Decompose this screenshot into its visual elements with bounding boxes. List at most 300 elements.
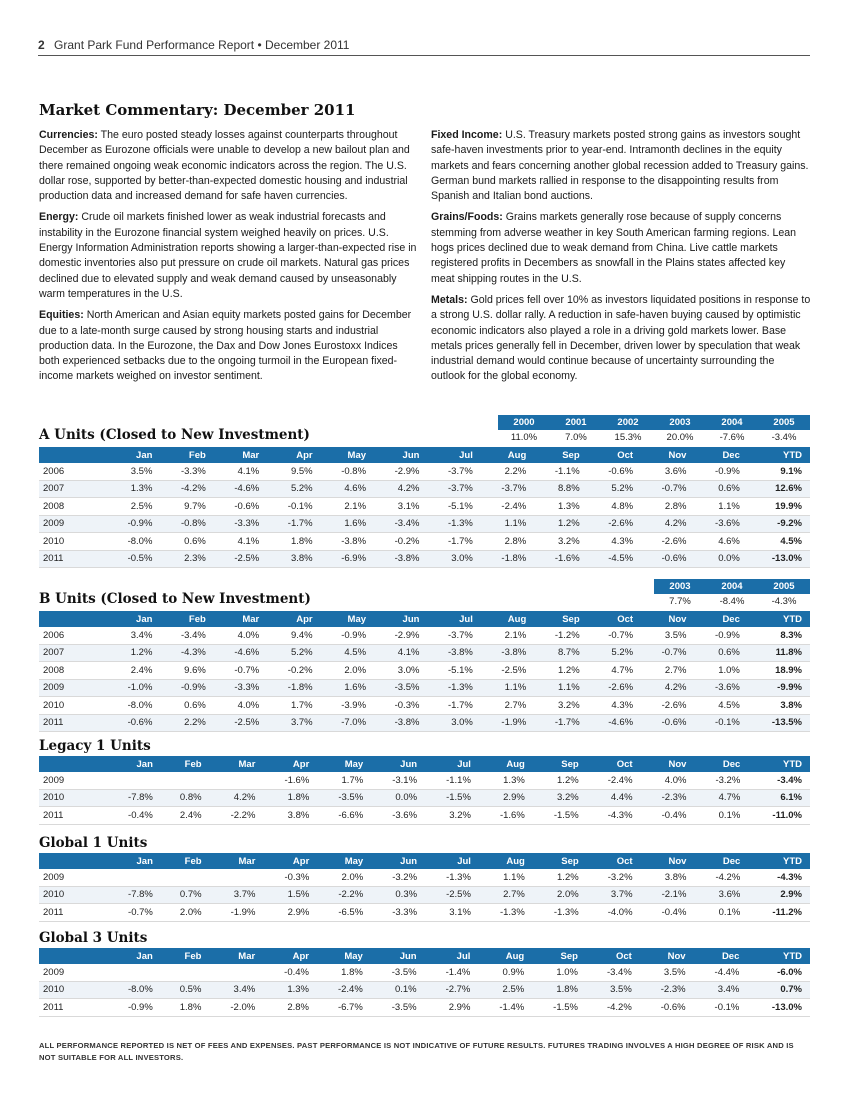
table-cell: 1.1% — [481, 679, 534, 697]
column-header: Nov — [641, 447, 694, 463]
paragraph-text: North American and Asian equity markets posted gains for December due to a late-month surge caused by strong housing starts and industrial production data. In the Eurozone, the Dax and Dow Jones Eurostoxx Indices both experienced setbacks due to the ongoing turmoil in the European fixed-income markets weighed on investor sentiment. — [39, 309, 412, 383]
table-cell — [161, 869, 210, 886]
column-header: Sep — [534, 611, 587, 627]
year-cell: 2011 — [39, 807, 107, 825]
table-cell: -4.3% — [160, 644, 213, 662]
table-cell: 2.9% — [425, 999, 479, 1017]
year-cell: 2010 — [39, 697, 107, 715]
annual-value: 7.7% — [669, 596, 691, 607]
annual-value: -4.3% — [771, 596, 797, 607]
table-row — [39, 515, 810, 533]
table-cell: -1.5% — [532, 999, 586, 1017]
column-header: Nov — [640, 948, 694, 964]
table-cell: 3.6% — [694, 886, 748, 904]
column-header: Dec — [694, 756, 748, 772]
table-cell: -0.4% — [107, 807, 161, 825]
table-cell: 3.2% — [534, 533, 587, 551]
annual-year: 2003 — [654, 579, 706, 594]
table-cell: -4.4% — [694, 964, 748, 981]
table-cell: 1.3% — [263, 981, 317, 999]
table-cell: -7.0% — [321, 714, 374, 732]
ytd-cell: -11.0% — [748, 807, 810, 825]
column-header: Oct — [587, 853, 641, 869]
table-title: Global 3 Units — [39, 930, 148, 946]
table-cell: 5.2% — [588, 480, 641, 498]
paragraph-heading: Fixed Income: — [431, 129, 503, 141]
column-header: Aug — [479, 853, 533, 869]
table-cell: 0.6% — [160, 533, 213, 551]
column-header — [39, 447, 107, 463]
table-row — [39, 981, 810, 999]
table-cell: -4.6% — [588, 714, 641, 732]
year-cell: 2006 — [39, 463, 107, 480]
year-cell: 2010 — [39, 981, 107, 999]
year-cell: 2011 — [39, 714, 107, 732]
table-cell: 9.4% — [267, 627, 320, 644]
table-cell: -1.0% — [107, 679, 160, 697]
annual-value: -3.4% — [771, 432, 797, 443]
table-cell: 1.2% — [533, 869, 587, 886]
table-cell: 1.5% — [263, 886, 317, 904]
column-header: Jan — [107, 948, 161, 964]
table-cell: 1.3% — [479, 772, 533, 789]
table-cell: -1.5% — [533, 807, 587, 825]
table-cell: 2.0% — [161, 904, 210, 922]
table-cell: -1.7% — [267, 515, 320, 533]
column-header: Apr — [267, 447, 320, 463]
table-cell: 1.2% — [534, 662, 587, 680]
table-cell: -2.1% — [641, 886, 695, 904]
table-cell: -3.8% — [321, 533, 374, 551]
table-cell: -3.5% — [374, 679, 427, 697]
year-cell: 2011 — [39, 999, 107, 1017]
table-cell: 2.2% — [481, 463, 534, 480]
year-cell: 2009 — [39, 772, 107, 789]
column-header: Nov — [641, 611, 694, 627]
table-cell: 9.7% — [160, 498, 213, 516]
annual-value: 7.0% — [565, 432, 587, 443]
table-cell: -1.3% — [425, 869, 479, 886]
column-header: Jul — [427, 447, 480, 463]
column-header: YTD — [748, 756, 810, 772]
table-cell: 1.8% — [263, 789, 317, 807]
column-header: YTD — [748, 447, 810, 463]
table-cell: 5.2% — [267, 480, 320, 498]
table-cell: -2.6% — [588, 515, 641, 533]
table-cell: -4.3% — [587, 807, 641, 825]
table-cell: -0.9% — [160, 679, 213, 697]
table-cell: 2.0% — [533, 886, 587, 904]
table-cell: -2.7% — [425, 981, 479, 999]
year-cell: 2010 — [39, 886, 107, 904]
table-cell: -0.8% — [321, 463, 374, 480]
table-cell: 3.7% — [210, 886, 264, 904]
table-cell: 1.1% — [694, 498, 747, 516]
table-cell: -1.8% — [481, 550, 534, 568]
table-cell: 3.5% — [641, 627, 694, 644]
report-title: Grant Park Fund Performance Report • December 2011 — [54, 38, 350, 52]
column-header: Oct — [588, 611, 641, 627]
table-cell: -3.2% — [694, 772, 748, 789]
table-cell: 1.1% — [534, 679, 587, 697]
column-header: Mar — [214, 611, 267, 627]
column-header: Jun — [371, 948, 425, 964]
table-cell: -1.9% — [481, 714, 534, 732]
year-cell: 2010 — [39, 533, 107, 551]
annual-year: 2001 — [550, 415, 602, 430]
ytd-cell: -13.0% — [748, 550, 810, 568]
paragraph-heading: Metals: — [431, 293, 468, 306]
ytd-cell: -9.2% — [748, 515, 810, 533]
table-cell: 1.2% — [533, 772, 587, 789]
table-cell: 1.8% — [532, 981, 586, 999]
table-cell: 1.8% — [317, 964, 371, 981]
column-header: Mar — [210, 756, 264, 772]
paragraph-text: Crude oil markets finished lower as weak industrial forecasts and instability in the Eurozone financial system weighed heavily on prices. U.S. Energy Information Administration reports showing a larger-than-expected rise in domestic inventories also put pressure on crude oil markets. Natural gas prices declined due to elevated supply and weak demand caused by unseasonably warm temperatures in the U.S. — [39, 211, 417, 300]
table-cell: -3.8% — [374, 550, 427, 568]
ytd-cell: 12.6% — [748, 480, 810, 498]
table-cell: -0.7% — [107, 904, 161, 922]
table-row — [39, 550, 810, 568]
table-cell — [161, 964, 210, 981]
column-header: Apr — [267, 611, 320, 627]
column-header — [39, 611, 107, 627]
column-header: May — [321, 611, 374, 627]
table-cell: 2.5% — [107, 498, 160, 516]
table-cell: 3.6% — [641, 463, 694, 480]
table-cell: -2.6% — [641, 533, 694, 551]
column-header: Jul — [425, 756, 479, 772]
year-cell: 2009 — [39, 679, 107, 697]
table-cell: -0.7% — [588, 627, 641, 644]
column-header: Feb — [161, 853, 210, 869]
table-cell: -6.6% — [317, 807, 371, 825]
table-cell: 4.2% — [374, 480, 427, 498]
column-header: Oct — [588, 447, 641, 463]
table-cell: 4.0% — [641, 772, 695, 789]
monthly-returns-table — [39, 853, 810, 922]
ytd-cell: -11.2% — [748, 904, 810, 922]
table-row — [39, 999, 810, 1017]
ytd-cell: -3.4% — [748, 772, 810, 789]
table-cell: -3.5% — [371, 999, 425, 1017]
column-header: Mar — [209, 948, 263, 964]
table-cell: -2.0% — [209, 999, 263, 1017]
column-header: Aug — [479, 756, 533, 772]
monthly-returns-table — [39, 948, 810, 1017]
table-cell: 0.1% — [371, 981, 425, 999]
table-cell: -6.5% — [317, 904, 371, 922]
table-cell: 2.7% — [479, 886, 533, 904]
table-cell: -2.5% — [425, 886, 479, 904]
ytd-cell: -13.0% — [747, 999, 810, 1017]
page-number: 2 — [38, 38, 45, 52]
year-cell: 2008 — [39, 662, 107, 680]
table-cell: 1.6% — [321, 679, 374, 697]
table-cell: 2.2% — [160, 714, 213, 732]
table-cell: -1.6% — [534, 550, 587, 568]
table-cell: -3.6% — [694, 679, 747, 697]
table-cell: -0.2% — [267, 662, 320, 680]
commentary-paragraph — [39, 210, 419, 302]
ytd-cell: 11.8% — [748, 644, 810, 662]
table-cell: -1.6% — [263, 772, 317, 789]
table-cell: 0.7% — [161, 886, 210, 904]
column-header: Jul — [425, 853, 479, 869]
ytd-cell: 8.3% — [748, 627, 810, 644]
table-cell: -1.4% — [425, 964, 479, 981]
table-cell — [209, 964, 263, 981]
column-header: May — [317, 948, 371, 964]
table-cell: 3.1% — [374, 498, 427, 516]
table-cell — [210, 772, 264, 789]
table-cell: -3.4% — [586, 964, 640, 981]
table-cell: -1.3% — [533, 904, 587, 922]
column-header: Mar — [210, 853, 264, 869]
column-header: Sep — [533, 756, 587, 772]
table-cell: 4.6% — [321, 480, 374, 498]
table-title: Global 1 Units — [39, 835, 148, 851]
table-title: B Units (Closed to New Investment) — [39, 591, 311, 607]
table-cell: 1.7% — [317, 772, 371, 789]
column-header: Dec — [694, 611, 747, 627]
annual-year: 2004 — [706, 579, 758, 594]
year-cell: 2009 — [39, 515, 107, 533]
table-cell: 3.2% — [425, 807, 479, 825]
table-cell: -3.1% — [371, 772, 425, 789]
table-cell: 4.6% — [694, 533, 747, 551]
table-cell: -2.5% — [481, 662, 534, 680]
table-cell: 4.4% — [587, 789, 641, 807]
table-cell: -3.9% — [321, 697, 374, 715]
column-header: Oct — [586, 948, 640, 964]
table-cell: -0.9% — [694, 463, 747, 480]
table-cell: 8.8% — [534, 480, 587, 498]
table-cell: -0.9% — [107, 999, 161, 1017]
table-cell: 3.8% — [263, 807, 317, 825]
table-cell: 3.5% — [640, 964, 694, 981]
column-header: Sep — [533, 853, 587, 869]
monthly-returns-table — [39, 611, 810, 732]
year-cell: 2010 — [39, 789, 107, 807]
paragraph-text: Gold prices fell over 10% as investors liquidated positions in response to a strong U.S. dollar rally. A reduction in safe-haven buying caused by optimistic economic indicators also played a role in a driving gold markets lower. Base metals prices generally fell in December, driven lower by speculation that weak industrial demand would continue because of uncertainty surrounding the outlook for the global economy. — [431, 293, 811, 383]
ytd-cell: 4.5% — [748, 533, 810, 551]
year-cell: 2006 — [39, 627, 107, 644]
table-cell: 3.0% — [374, 662, 427, 680]
table-cell: 4.1% — [214, 463, 267, 480]
table-cell: -1.4% — [478, 999, 532, 1017]
table-cell: -4.5% — [588, 550, 641, 568]
table-cell: 3.4% — [107, 627, 160, 644]
commentary-right-column — [431, 128, 811, 391]
table-cell: 2.4% — [161, 807, 210, 825]
table-cell: -0.3% — [263, 869, 317, 886]
table-row — [39, 679, 810, 697]
commentary-paragraph — [431, 293, 811, 385]
table-cell: -0.7% — [214, 662, 267, 680]
table-cell: 0.8% — [161, 789, 210, 807]
column-header: May — [321, 447, 374, 463]
column-header: Nov — [641, 853, 695, 869]
table-row — [39, 662, 810, 680]
table-cell: 2.5% — [478, 981, 532, 999]
table-cell: 1.8% — [161, 999, 210, 1017]
table-row — [39, 498, 810, 516]
table-cell: -7.8% — [107, 789, 161, 807]
column-header: Feb — [161, 756, 210, 772]
column-header: Jan — [107, 756, 161, 772]
table-cell: -0.6% — [641, 714, 694, 732]
column-header — [39, 756, 107, 772]
table-cell: -0.4% — [263, 964, 317, 981]
table-cell: -5.1% — [427, 498, 480, 516]
ytd-cell: 9.1% — [748, 463, 810, 480]
commentary-title: Market Commentary: December 2011 — [39, 101, 356, 119]
table-cell: 3.4% — [209, 981, 263, 999]
annual-year: 2004 — [706, 415, 758, 430]
table-cell: 4.1% — [214, 533, 267, 551]
year-cell: 2007 — [39, 644, 107, 662]
table-cell: -2.5% — [214, 714, 267, 732]
table-cell: -6.7% — [317, 999, 371, 1017]
annual-year: 2005 — [758, 579, 810, 594]
page-header — [38, 38, 810, 56]
paragraph-heading: Energy: — [39, 211, 79, 224]
column-header: Feb — [160, 447, 213, 463]
table-cell: -7.8% — [107, 886, 161, 904]
ytd-cell: 19.9% — [748, 498, 810, 516]
table-cell: 5.2% — [267, 644, 320, 662]
table-cell: -0.4% — [641, 807, 695, 825]
column-header: Jun — [371, 756, 425, 772]
table-cell: -0.2% — [374, 533, 427, 551]
table-cell: 2.1% — [481, 627, 534, 644]
table-cell: -3.8% — [481, 644, 534, 662]
table-cell: 3.0% — [427, 550, 480, 568]
column-header: Jan — [107, 853, 161, 869]
column-header — [39, 853, 107, 869]
table-cell: -5.1% — [427, 662, 480, 680]
table-cell: 3.0% — [427, 714, 480, 732]
table-cell: -8.0% — [107, 697, 160, 715]
table-cell: -1.9% — [210, 904, 264, 922]
table-cell: 0.6% — [694, 644, 747, 662]
table-cell: -0.7% — [641, 480, 694, 498]
column-header: YTD — [747, 948, 810, 964]
table-row — [39, 772, 810, 789]
table-cell: 1.6% — [321, 515, 374, 533]
table-cell: 0.5% — [161, 981, 210, 999]
table-cell: 1.0% — [694, 662, 747, 680]
table-cell: 3.2% — [533, 789, 587, 807]
ytd-cell: 3.8% — [748, 697, 810, 715]
table-cell: -0.9% — [694, 627, 747, 644]
column-header: YTD — [748, 611, 810, 627]
annual-year: 2003 — [654, 415, 706, 430]
table-cell: 0.1% — [694, 807, 748, 825]
table-cell: 1.1% — [481, 515, 534, 533]
table-cell: -4.2% — [694, 869, 748, 886]
table-cell: -1.3% — [427, 515, 480, 533]
table-cell: -3.7% — [427, 480, 480, 498]
table-cell: -0.6% — [107, 714, 160, 732]
column-header: Jun — [374, 447, 427, 463]
table-cell: 9.6% — [160, 662, 213, 680]
annual-value: -8.4% — [719, 596, 745, 607]
table-cell: -2.9% — [374, 463, 427, 480]
table-cell: 4.2% — [641, 515, 694, 533]
ytd-cell: 6.1% — [748, 789, 810, 807]
table-cell: -2.3% — [641, 789, 695, 807]
year-cell: 2007 — [39, 480, 107, 498]
table-cell: 4.8% — [588, 498, 641, 516]
column-header: Jun — [371, 853, 425, 869]
column-header: Jan — [107, 611, 160, 627]
ytd-cell: -13.5% — [748, 714, 810, 732]
table-cell: 0.6% — [694, 480, 747, 498]
ytd-cell: -6.0% — [747, 964, 810, 981]
table-cell: 3.8% — [267, 550, 320, 568]
table-cell: -2.2% — [210, 807, 264, 825]
annual-returns-table — [498, 415, 810, 445]
table-cell: -2.2% — [317, 886, 371, 904]
table-cell: -4.6% — [214, 480, 267, 498]
annual-value: 20.0% — [666, 432, 694, 443]
table-cell: -1.5% — [425, 789, 479, 807]
table-cell: -3.3% — [214, 679, 267, 697]
table-cell: 9.5% — [267, 463, 320, 480]
table-row — [39, 886, 810, 904]
column-header: Feb — [160, 611, 213, 627]
table-cell: -2.6% — [588, 679, 641, 697]
table-cell: 1.0% — [532, 964, 586, 981]
table-cell: -8.0% — [107, 533, 160, 551]
table-cell: 3.5% — [586, 981, 640, 999]
paragraph-heading: Equities: — [39, 309, 84, 322]
table-cell — [107, 772, 161, 789]
column-header: Aug — [481, 447, 534, 463]
ytd-cell: -4.3% — [748, 869, 810, 886]
table-cell: 1.3% — [534, 498, 587, 516]
commentary-paragraph — [431, 128, 811, 204]
table-cell: 3.7% — [267, 714, 320, 732]
table-cell: 2.9% — [479, 789, 533, 807]
column-header: Feb — [161, 948, 210, 964]
table-cell: -3.3% — [371, 904, 425, 922]
column-header: YTD — [748, 853, 810, 869]
table-title: A Units (Closed to New Investment) — [39, 427, 310, 443]
table-row — [39, 644, 810, 662]
table-cell: -0.1% — [267, 498, 320, 516]
table-cell: -3.2% — [587, 869, 641, 886]
paragraph-text: Grains markets generally rose because of supply concerns stemming from adverse weather in key South American farming regions. Lean hogs prices declined due to weak demand from China. Live cattle markets registered profits in Decembers as snowfall in the Plains states affected key meat shipping routes in the U.S. — [431, 211, 797, 285]
table-cell — [107, 964, 161, 981]
table-row — [39, 964, 810, 981]
annual-value: 15.3% — [614, 432, 642, 443]
table-cell: -1.7% — [427, 533, 480, 551]
column-header: Jul — [427, 611, 480, 627]
year-cell: 2011 — [39, 904, 107, 922]
table-cell: -1.6% — [479, 807, 533, 825]
annual-year: 2002 — [602, 415, 654, 430]
year-cell: 2011 — [39, 550, 107, 568]
table-cell: 1.2% — [107, 644, 160, 662]
column-header — [39, 948, 107, 964]
table-cell: 4.7% — [588, 662, 641, 680]
year-cell: 2009 — [39, 869, 107, 886]
column-header: Sep — [534, 447, 587, 463]
annual-year: 2005 — [758, 415, 810, 430]
